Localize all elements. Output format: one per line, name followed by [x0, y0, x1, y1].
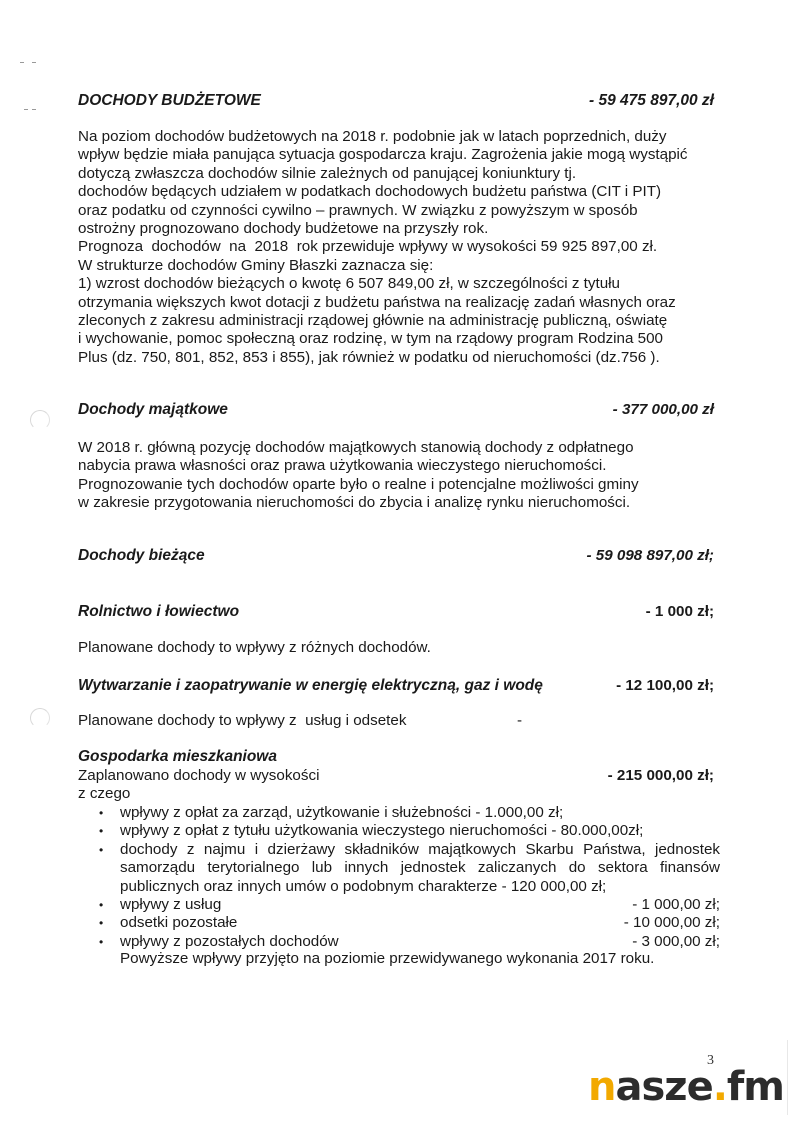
text-line: W strukturze dochodów Gminy Błaszki zaznacza się: [78, 256, 434, 274]
text-line: dotyczą zwłaszcza dochodów silnie zależnych od panującej koniunktury tj. [78, 164, 577, 182]
section-header-property-revenue [78, 401, 714, 419]
text-line: Prognozowanie tych dochodów oparte było o realne i potencjalne możliwości gminy [78, 475, 639, 493]
text-line: otrzymania większych kwot dotacji z budżetu państwa na realizację zadań własnych oraz [78, 293, 676, 311]
logo-text: asze [615, 1064, 713, 1110]
scan-speck [20, 62, 24, 63]
text-line: w zakresie przygotowania nieruchomości do zbycia i analizę rynku nieruchomości. [78, 494, 631, 512]
housing-of-which: z czego [78, 785, 131, 802]
section-header-current-revenue [78, 547, 714, 565]
logo-letter-n: n [588, 1064, 616, 1110]
text-line: dochodów będących udziałem w podatkach dochodowych budżetu państwa (CIT i PIT) [78, 183, 662, 201]
page-number: 3 [707, 1053, 714, 1068]
item-text: • wpływy z usług [120, 896, 222, 914]
section-header-energy [78, 677, 714, 695]
text-line: nabycia prawa własności oraz prawa użytkowania wieczystego nieruchomości. [78, 457, 607, 475]
item-text: • odsetki pozostałe [120, 914, 238, 932]
section-amount: - 59 475 897,00 zł [589, 92, 714, 109]
list-item [95, 822, 720, 840]
punch-hole-mark [30, 410, 50, 430]
section-title: Rolnictwo i łowiectwo [78, 603, 240, 620]
section-amount: - 1 000 zł; [645, 603, 714, 620]
item-amount: - 10 000,00 zł; [623, 914, 720, 932]
scan-edge [787, 1040, 788, 1115]
punch-hole-mark [30, 708, 50, 728]
item-text: dochody z najmu i dzierżawy składników majątkowych Skarbu Państwa, jednostek samorządu terytorialnego lub innych jednostek zaliczanych do sektora finansów publicznych oraz innych umów o podobnym charakterze - 120 000,00 zł; [120, 840, 720, 895]
item-text: wpływy z opłat za zarząd, użytkowanie i służebności - 1.000,00 zł; [120, 804, 564, 821]
list-item [95, 896, 720, 914]
energy-text: Planowane dochody to wpływy z usług i odsetek [78, 712, 407, 729]
text-line: oraz podatku od czynności cywilno – prawnych. W związku z powyższym w sposób [78, 201, 638, 219]
energy-trailing-dash: - [517, 712, 523, 729]
section-title: Dochody majątkowe [78, 401, 228, 418]
text-line: Prognoza dochodów na 2018 rok przewiduje wpływy w wysokości 59 925 897,00 zł. [78, 238, 658, 256]
housing-items-list [95, 804, 720, 951]
housing-closing-note: Powyższe wpływy przyjęto na poziomie przewidywanego wykonania 2017 roku. [120, 950, 655, 967]
housing-intro: Zaplanowano dochody w wysokości [78, 767, 320, 784]
section-title: DOCHODY BUDŻETOWE [78, 92, 261, 109]
section-title: Dochody bieżące [78, 547, 205, 564]
text-line: zleconych z zakresu administracji rządowej głównie na administrację publiczną, oświatę [78, 312, 668, 330]
list-item [95, 914, 720, 932]
watermark-logo [588, 1064, 784, 1110]
item-text: wpływy z opłat z tytułu użytkowania wieczystego nieruchomości - 80.000,00zł; [120, 822, 644, 840]
list-item [95, 841, 720, 896]
section-amount: - 59 098 897,00 zł; [586, 547, 714, 564]
item-text: • wpływy z pozostałych dochodów [120, 932, 339, 950]
logo-suffix: fm [726, 1064, 784, 1110]
item-amount: - 1 000,00 zł; [632, 896, 720, 914]
section-amount: - 215 000,00 zł; [607, 767, 714, 784]
logo-dot: . [712, 1064, 727, 1110]
scan-speck [24, 109, 28, 110]
section-amount: - 377 000,00 zł [612, 401, 714, 418]
property-revenue-paragraph [78, 439, 718, 513]
section-header-agriculture [78, 603, 714, 621]
budget-revenue-paragraph [78, 128, 718, 367]
item-amount: - 3 000,00 zł; [632, 932, 720, 950]
section-header-budget-revenue [78, 92, 714, 110]
list-item [95, 933, 720, 951]
text-line: Plus (dz. 750, 801, 852, 853 i 855), jak również w podatku od nieruchomości (dz.756 ). [78, 348, 660, 366]
text-line: 1) wzrost dochodów bieżących o kwotę 6 507 849,00 zł, w szczególności z tytułu [78, 275, 620, 293]
text-line: wpływ będzie miała panująca sytuacja gospodarcza kraju. Zagrożenia jakie mogą wystąpić [78, 146, 688, 164]
list-item [95, 804, 720, 822]
section-title-housing: Gospodarka mieszkaniowa [78, 748, 277, 765]
section-amount: - 12 100,00 zł; [616, 677, 714, 694]
text-line: ostrożny prognozowano dochody budżetowe na przyszły rok. [78, 220, 489, 238]
text-line: i wychowanie, pomoc społeczną oraz rodzinę, w tym na rządowy program Rodzina 500 [78, 330, 664, 348]
text-line: W 2018 r. główną pozycję dochodów majątkowych stanowią dochody z odpłatnego [78, 439, 634, 456]
housing-intro-row [78, 767, 714, 784]
section-title: Wytwarzanie i zaopatrywanie w energię elektryczną, gaz i wodę [78, 677, 543, 694]
agriculture-text: Planowane dochody to wpływy z różnych dochodów. [78, 639, 431, 656]
scan-speck [32, 62, 36, 63]
text-line: Na poziom dochodów budżetowych na 2018 r. podobnie jak w latach poprzednich, duży [78, 128, 667, 145]
scan-speck [32, 109, 36, 110]
